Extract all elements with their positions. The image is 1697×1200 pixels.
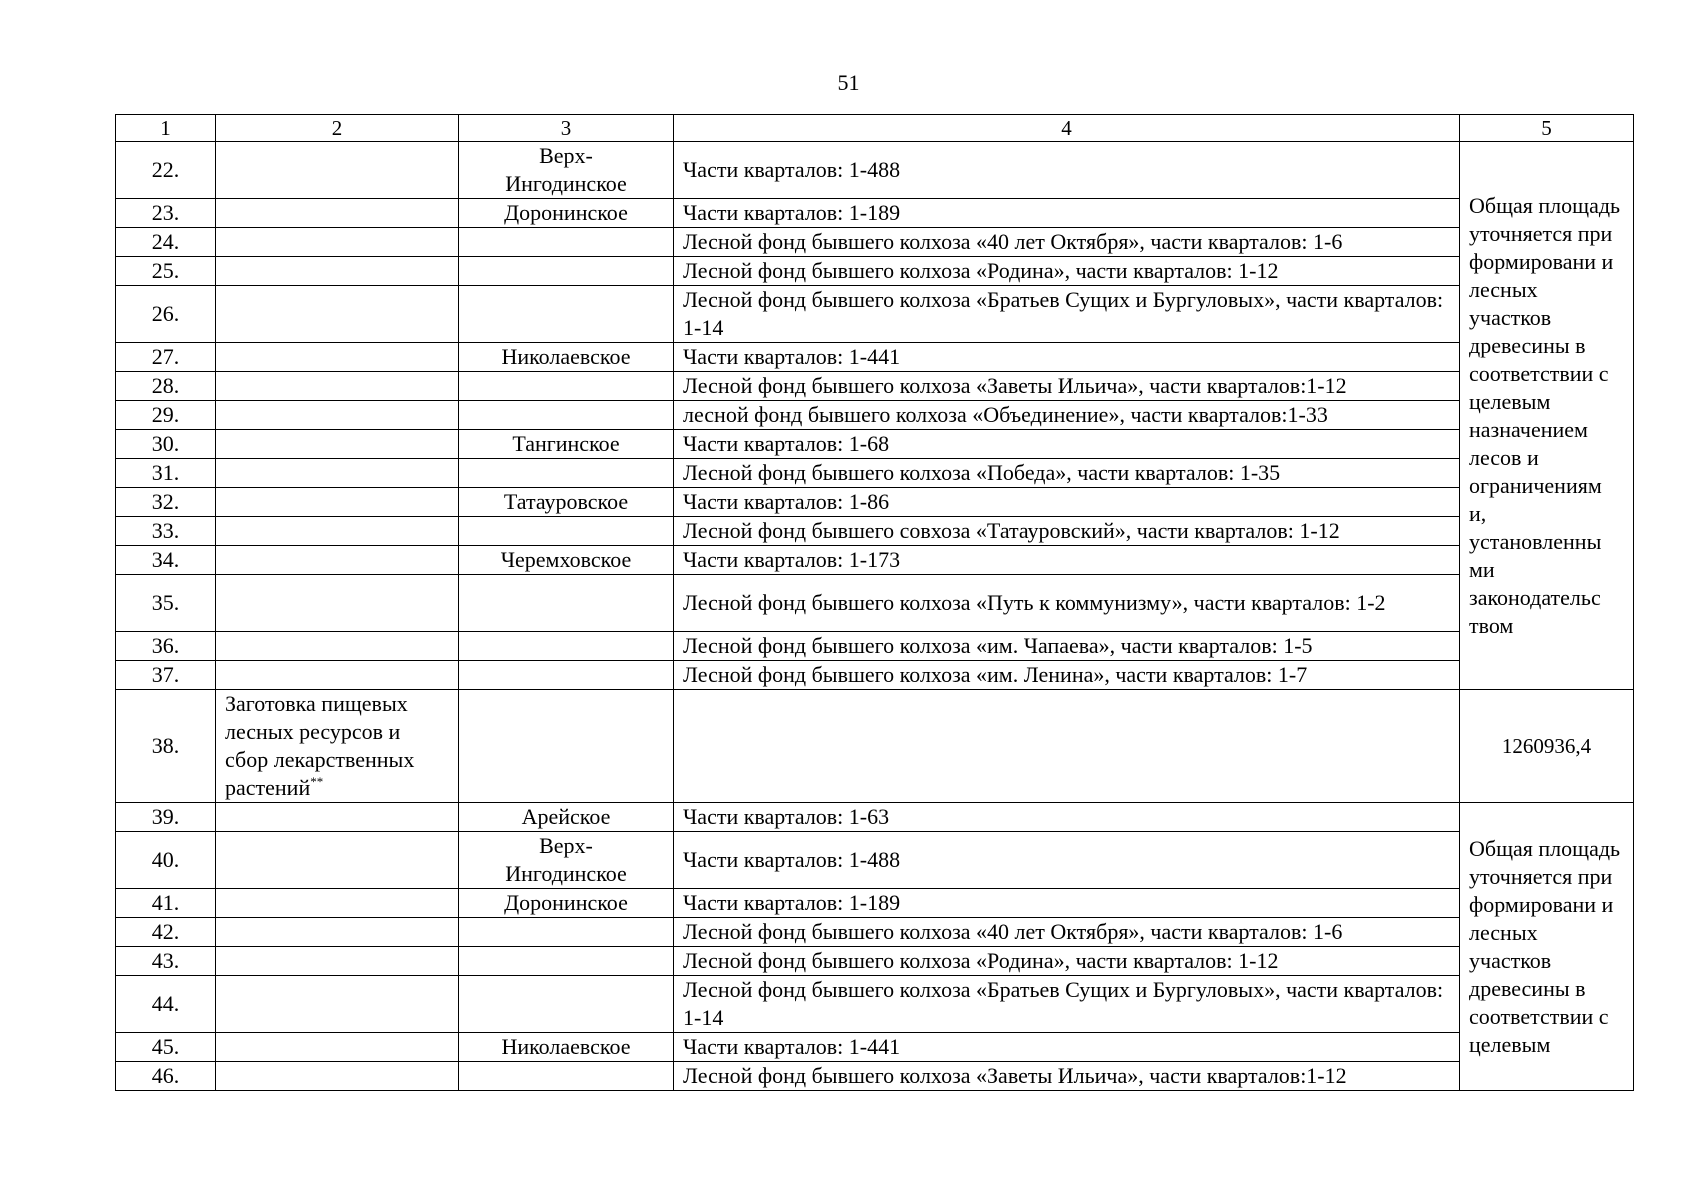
table-row — [116, 947, 1634, 976]
table-row — [116, 286, 1634, 343]
column-number-cell: 3 — [459, 115, 674, 142]
activity-cell — [216, 430, 459, 459]
activity-cell — [216, 372, 459, 401]
table-row — [116, 228, 1634, 257]
description-cell: Лесной фонд бывшего колхоза «Братьев Сущих и Бургуловых», части кварталов: 1-14 — [674, 286, 1460, 343]
table-row — [116, 690, 1634, 803]
row-number-cell: 40. — [116, 832, 216, 889]
table-row — [116, 257, 1634, 286]
row-number-cell: 34. — [116, 546, 216, 575]
table-row — [116, 488, 1634, 517]
column-number-cell: 1 — [116, 115, 216, 142]
activity-cell — [216, 1033, 459, 1062]
settlement-cell: Тангинское — [459, 430, 674, 459]
table-row — [116, 343, 1634, 372]
activity-cell — [216, 803, 459, 832]
row-number-cell: 45. — [116, 1033, 216, 1062]
table-row — [116, 1062, 1634, 1091]
settlement-cell — [459, 459, 674, 488]
activity-cell — [216, 459, 459, 488]
description-cell: Лесной фонд бывшего колхоза «40 лет Октября», части кварталов: 1-6 — [674, 228, 1460, 257]
description-cell: Лесной фонд бывшего колхоза «Родина», части кварталов: 1-12 — [674, 947, 1460, 976]
activity-cell — [216, 661, 459, 690]
table-row — [116, 803, 1634, 832]
table-row — [116, 632, 1634, 661]
row-number-cell: 28. — [116, 372, 216, 401]
description-cell: Лесной фонд бывшего колхоза «Родина», части кварталов: 1-12 — [674, 257, 1460, 286]
table-row — [116, 430, 1634, 459]
row-number-cell: 31. — [116, 459, 216, 488]
description-cell: Части кварталов: 1-63 — [674, 803, 1460, 832]
activity-cell — [216, 918, 459, 947]
settlement-cell — [459, 632, 674, 661]
table-row — [116, 1033, 1634, 1062]
description-cell: Части кварталов: 1-173 — [674, 546, 1460, 575]
description-cell: Части кварталов: 1-86 — [674, 488, 1460, 517]
table-row — [116, 199, 1634, 228]
activity-cell — [216, 575, 459, 632]
table-row — [116, 142, 1634, 199]
description-cell: Лесной фонд бывшего колхоза «Заветы Ильича», части кварталов:1-12 — [674, 372, 1460, 401]
settlement-cell — [459, 575, 674, 632]
table-row — [116, 661, 1634, 690]
column-number-cell: 4 — [674, 115, 1460, 142]
description-cell: лесной фонд бывшего колхоза «Объединение», части кварталов:1-33 — [674, 401, 1460, 430]
row-number-cell: 26. — [116, 286, 216, 343]
description-cell: Части кварталов: 1-488 — [674, 142, 1460, 199]
row-number-cell: 41. — [116, 889, 216, 918]
table-row — [116, 918, 1634, 947]
description-cell: Лесной фонд бывшего колхоза «Братьев Сущих и Бургуловых», части кварталов: 1-14 — [674, 976, 1460, 1033]
footnote-mark: ** — [310, 774, 324, 789]
activity-cell — [216, 690, 459, 803]
activity-cell — [216, 632, 459, 661]
settlement-cell — [459, 257, 674, 286]
description-cell: Части кварталов: 1-189 — [674, 889, 1460, 918]
settlement-cell: Татауровское — [459, 488, 674, 517]
row-number-cell: 43. — [116, 947, 216, 976]
table-row — [116, 889, 1634, 918]
table-row — [116, 372, 1634, 401]
row-number-cell: 23. — [116, 199, 216, 228]
activity-cell — [216, 832, 459, 889]
row-number-cell: 22. — [116, 142, 216, 199]
table-row — [116, 575, 1634, 632]
activity-cell — [216, 488, 459, 517]
settlement-cell — [459, 1062, 674, 1091]
settlement-cell: Верх-Ингодинское — [459, 142, 674, 199]
table-row — [116, 546, 1634, 575]
page-number: 51 — [837, 70, 860, 95]
row-number-cell: 46. — [116, 1062, 216, 1091]
table-row — [116, 976, 1634, 1033]
description-cell — [674, 690, 1460, 803]
settlement-cell — [459, 517, 674, 546]
row-number-cell: 38. — [116, 690, 216, 803]
activity-cell — [216, 401, 459, 430]
activity-cell — [216, 257, 459, 286]
description-cell: Части кварталов: 1-441 — [674, 1033, 1460, 1062]
row-number-cell: 27. — [116, 343, 216, 372]
activity-cell — [216, 228, 459, 257]
row-number-cell: 32. — [116, 488, 216, 517]
column-number-cell: 2 — [216, 115, 459, 142]
activity-cell — [216, 1062, 459, 1091]
row-number-cell: 42. — [116, 918, 216, 947]
column-number-row — [116, 115, 1634, 142]
settlement-cell — [459, 286, 674, 343]
column-number-cell: 5 — [1460, 115, 1634, 142]
settlement-cell — [459, 372, 674, 401]
settlement-cell: Арейское — [459, 803, 674, 832]
row-number-cell: 37. — [116, 661, 216, 690]
row-number-cell: 44. — [116, 976, 216, 1033]
description-cell: Лесной фонд бывшего колхоза «им. Ленина», части кварталов: 1-7 — [674, 661, 1460, 690]
row-number-cell: 24. — [116, 228, 216, 257]
activity-cell — [216, 546, 459, 575]
activity-cell — [216, 517, 459, 546]
activity-text: Заготовка пищевых лесных ресурсов и сбор лекарственных растений — [225, 691, 415, 800]
settlement-cell: Доронинское — [459, 199, 674, 228]
description-cell: Лесной фонд бывшего колхоза «Путь к коммунизму», части кварталов: 1-2 — [674, 575, 1460, 632]
activity-cell — [216, 343, 459, 372]
area-note-cell: Общая площадь уточняется при формировани и лесных участков древесины в соответствии с целевым назначением лесов и ограничениям и, установленны ми законодательс твом — [1460, 142, 1634, 690]
row-number-cell: 36. — [116, 632, 216, 661]
settlement-cell — [459, 947, 674, 976]
document-table — [115, 114, 1634, 1091]
settlement-cell: Доронинское — [459, 889, 674, 918]
settlement-cell — [459, 918, 674, 947]
activity-cell — [216, 199, 459, 228]
description-cell: Лесной фонд бывшего колхоза «40 лет Октября», части кварталов: 1-6 — [674, 918, 1460, 947]
description-cell: Лесной фонд бывшего колхоза «им. Чапаева», части кварталов: 1-5 — [674, 632, 1460, 661]
settlement-cell: Николаевское — [459, 1033, 674, 1062]
table-row — [116, 832, 1634, 889]
activity-cell — [216, 947, 459, 976]
description-cell: Лесной фонд бывшего совхоза «Татауровский», части кварталов: 1-12 — [674, 517, 1460, 546]
description-cell: Части кварталов: 1-189 — [674, 199, 1460, 228]
row-number-cell: 25. — [116, 257, 216, 286]
settlement-cell — [459, 401, 674, 430]
description-cell: Лесной фонд бывшего колхоза «Победа», части кварталов: 1-35 — [674, 459, 1460, 488]
table-row — [116, 459, 1634, 488]
settlement-cell — [459, 690, 674, 803]
activity-cell — [216, 889, 459, 918]
row-number-cell: 30. — [116, 430, 216, 459]
area-value-cell: 1260936,4 — [1460, 690, 1634, 803]
settlement-cell — [459, 228, 674, 257]
activity-cell — [216, 976, 459, 1033]
table-row — [116, 401, 1634, 430]
row-number-cell: 35. — [116, 575, 216, 632]
table-row — [116, 517, 1634, 546]
settlement-cell: Черемховское — [459, 546, 674, 575]
row-number-cell: 29. — [116, 401, 216, 430]
settlement-cell — [459, 661, 674, 690]
settlement-cell — [459, 976, 674, 1033]
activity-cell — [216, 142, 459, 199]
area-note-cell: Общая площадь уточняется при формировани и лесных участков древесины в соответствии с целевым — [1460, 803, 1634, 1091]
row-number-cell: 39. — [116, 803, 216, 832]
activity-cell — [216, 286, 459, 343]
description-cell: Части кварталов: 1-488 — [674, 832, 1460, 889]
description-cell: Части кварталов: 1-441 — [674, 343, 1460, 372]
description-cell: Лесной фонд бывшего колхоза «Заветы Ильича», части кварталов:1-12 — [674, 1062, 1460, 1091]
row-number-cell: 33. — [116, 517, 216, 546]
description-cell: Части кварталов: 1-68 — [674, 430, 1460, 459]
settlement-cell: Верх-Ингодинское — [459, 832, 674, 889]
settlement-cell: Николаевское — [459, 343, 674, 372]
